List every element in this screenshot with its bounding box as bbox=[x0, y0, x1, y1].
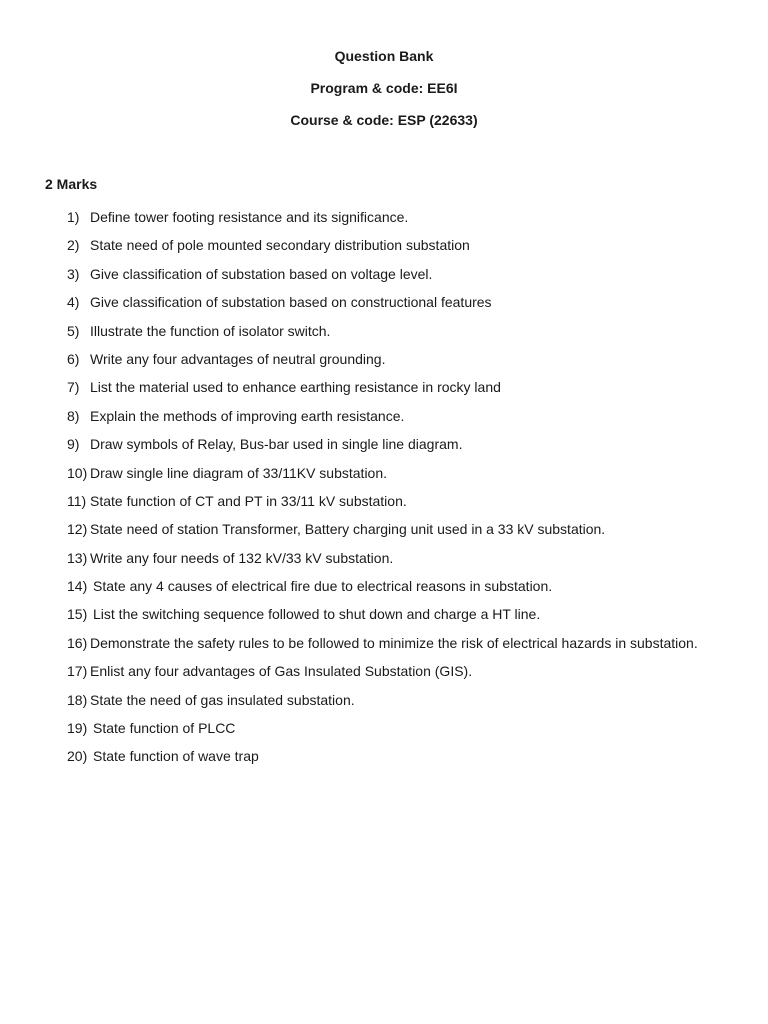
question-text: Draw single line diagram of 33/11KV substation. bbox=[90, 464, 388, 481]
question-text: State need of pole mounted secondary distribution substation bbox=[90, 237, 470, 254]
question-item bbox=[67, 577, 757, 605]
question-number: 19) bbox=[67, 720, 88, 737]
question-number: 12) bbox=[67, 521, 88, 538]
question-item bbox=[67, 464, 757, 492]
question-number: 18) bbox=[67, 691, 88, 708]
question-number: 17) bbox=[67, 663, 88, 680]
question-item bbox=[67, 605, 757, 633]
question-number: 1) bbox=[67, 209, 80, 225]
question-number: 13) bbox=[67, 549, 88, 566]
document-title: Question Bank bbox=[334, 48, 434, 64]
question-number: 16) bbox=[67, 634, 88, 651]
course-code: Course & code: ESP (22633) bbox=[290, 112, 478, 128]
question-item bbox=[67, 236, 757, 264]
question-item bbox=[67, 378, 757, 406]
question-number: 9) bbox=[67, 436, 80, 453]
question-item bbox=[67, 634, 757, 662]
question-number: 2) bbox=[67, 237, 80, 254]
question-text: Write any four needs of 132 kV/33 kV substation. bbox=[90, 549, 394, 566]
question-text: State function of CT and PT in 33/11 kV substation. bbox=[90, 492, 407, 509]
question-number: 11) bbox=[67, 492, 87, 509]
question-text: Write any four advantages of neutral grounding. bbox=[90, 350, 386, 367]
question-number: 4) bbox=[67, 294, 80, 311]
question-number: 10) bbox=[67, 464, 88, 481]
question-text: List the material used to enhance earthing resistance in rocky land bbox=[90, 379, 501, 396]
question-item bbox=[67, 435, 757, 463]
question-item bbox=[67, 520, 757, 548]
question-number: 3) bbox=[67, 265, 80, 282]
question-text: State function of PLCC bbox=[93, 720, 236, 737]
question-text: State any 4 causes of electrical fire due to electrical reasons in substation. bbox=[93, 578, 553, 595]
question-number: 8) bbox=[67, 407, 80, 424]
question-item bbox=[67, 322, 757, 350]
question-text: Define tower footing resistance and its significance. bbox=[90, 209, 409, 225]
question-text: Draw symbols of Relay, Bus-bar used in single line diagram. bbox=[90, 436, 463, 453]
question-item bbox=[67, 747, 757, 775]
question-number: 5) bbox=[67, 322, 80, 339]
question-item bbox=[67, 350, 757, 378]
question-item bbox=[67, 293, 757, 321]
question-text: State function of wave trap bbox=[93, 748, 259, 765]
question-number: 14) bbox=[67, 578, 88, 595]
question-item bbox=[67, 492, 757, 520]
question-text: State need of station Transformer, Battery charging unit used in a 33 kV substation. bbox=[90, 521, 606, 538]
question-text: Illustrate the function of isolator switch. bbox=[90, 322, 331, 339]
question-item bbox=[67, 662, 757, 690]
question-number: 6) bbox=[67, 350, 80, 367]
question-number: 20) bbox=[67, 748, 88, 765]
section-heading: 2 Marks bbox=[45, 176, 98, 192]
question-text: Give classification of substation based on voltage level. bbox=[90, 265, 433, 282]
question-number: 15) bbox=[67, 606, 88, 623]
question-item bbox=[67, 719, 757, 747]
question-item bbox=[67, 691, 757, 719]
question-item bbox=[67, 407, 757, 435]
question-list bbox=[67, 208, 757, 776]
question-text: Enlist any four advantages of Gas Insulated Substation (GIS). bbox=[90, 663, 473, 680]
question-item bbox=[67, 208, 757, 236]
question-text: Explain the methods of improving earth resistance. bbox=[90, 407, 405, 424]
question-text: Demonstrate the safety rules to be followed to minimize the risk of electrical hazards in substation. bbox=[90, 634, 698, 651]
question-text: State the need of gas insulated substation. bbox=[90, 691, 355, 708]
program-code: Program & code: EE6I bbox=[310, 80, 458, 96]
question-item bbox=[67, 549, 757, 577]
question-text: Give classification of substation based on constructional features bbox=[90, 294, 492, 311]
question-item bbox=[67, 265, 757, 293]
question-number: 7) bbox=[67, 379, 80, 396]
question-text: List the switching sequence followed to shut down and charge a HT line. bbox=[93, 606, 541, 623]
